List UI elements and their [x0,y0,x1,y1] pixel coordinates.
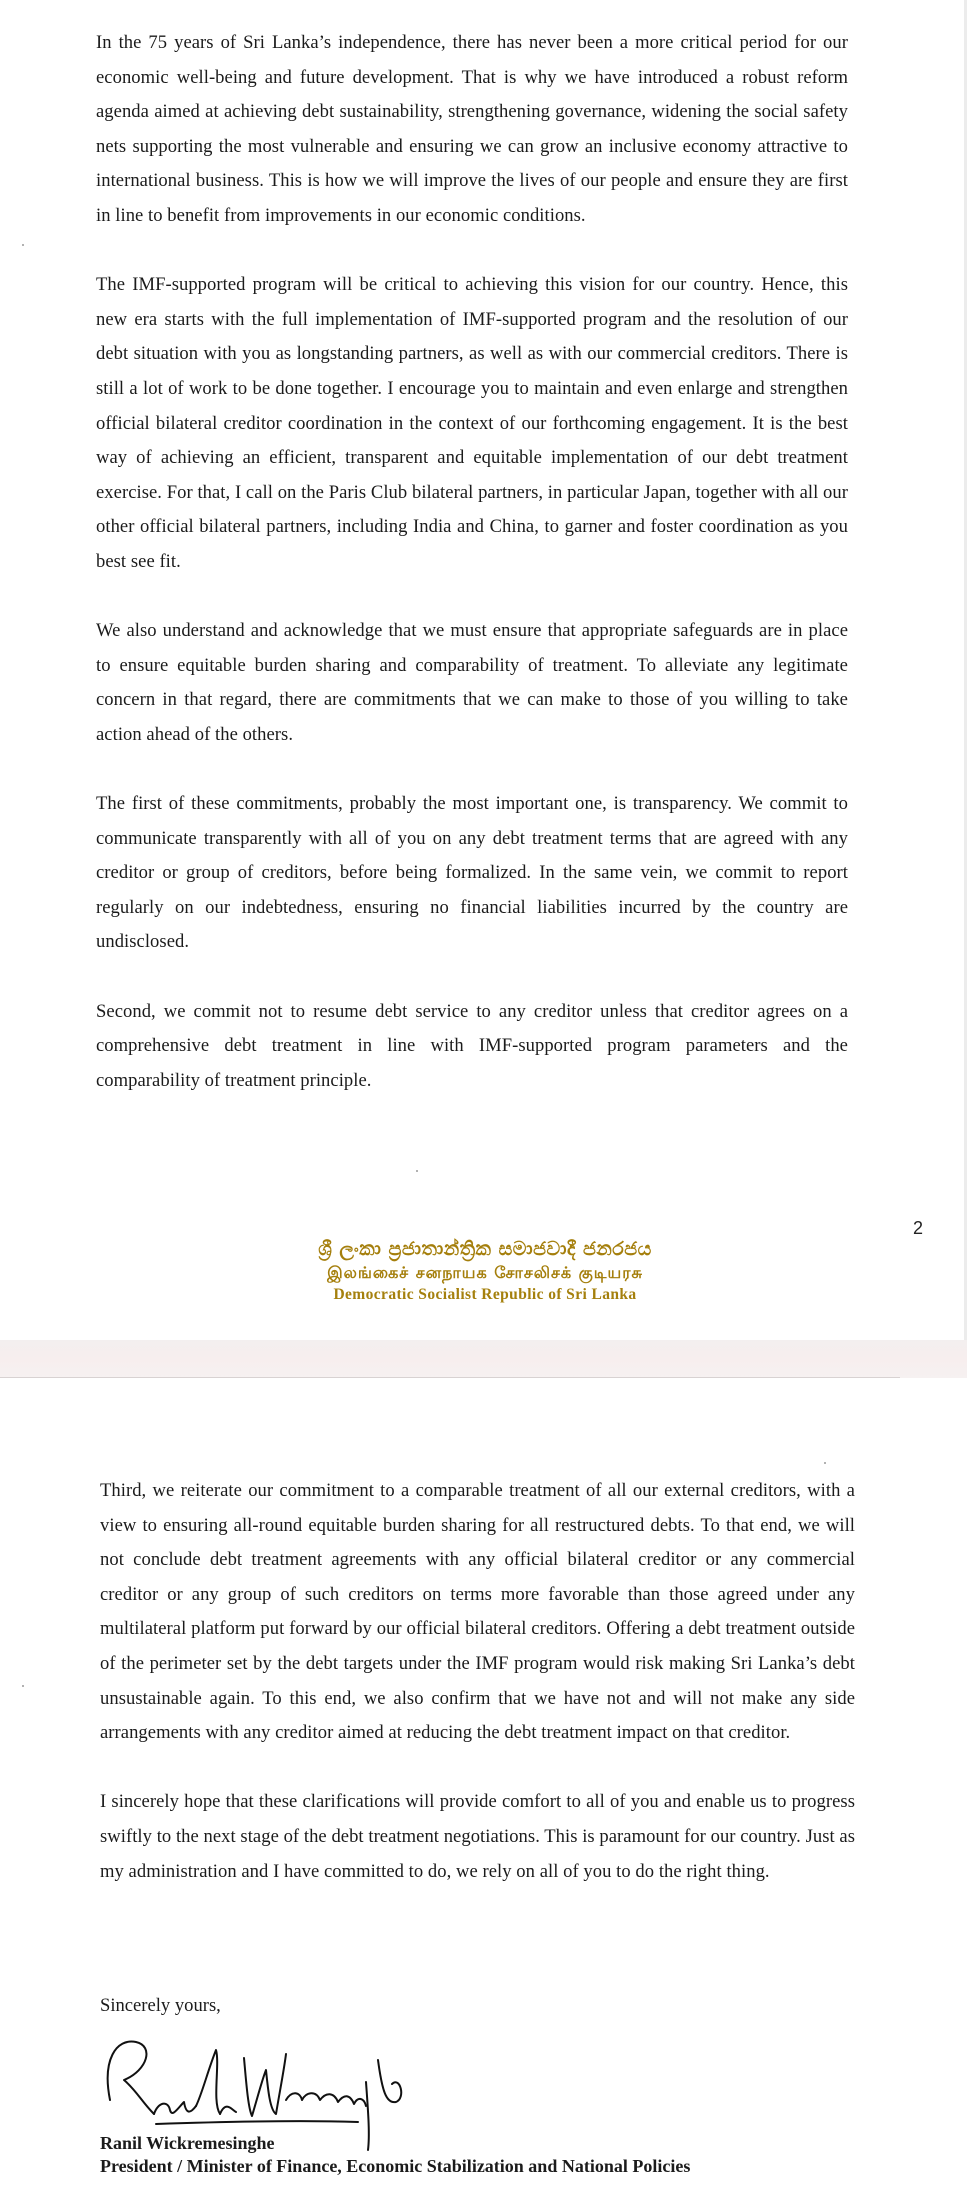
signer-title: President / Minister of Finance, Economic Stabilization and National Policies [100,2156,691,2176]
page-3-body [100,1474,855,1924]
signer-name: Ranil Wickremesinghe [100,2133,275,2153]
paragraph-safeguards: We also understand and acknowledge that we must ensure that appropriate safeguards are in place to ensure equitable burden sharing and comparability of treatment. To alleviate any legitimate concern in that regard, there are commitments that we can make to those of you willing to take action ahead of the others. [96,620,848,745]
page-number: 2 [913,1218,924,1238]
footer-english: Democratic Socialist Republic of Sri Lanka [333,1286,637,1303]
paragraph-independence: In the 75 years of Sri Lanka’s independence, there has never been a more critical period for our economic well-being and future development. That is why we have introduced a robust reform agenda aimed at achieving debt sustainability, strengthening governance, widening the social safety nets supporting the most vulnerable and ensuring we can grow an inclusive economy attractive to international business. This is how we will improve the lives of our people and ensure they are first in line to benefit from improvements in our economic conditions. [96,32,848,226]
scan-speck [416,1170,418,1172]
paragraph-imf-program: The IMF-supported program will be critical to achieving this vision for our country. Hence, this new era starts with the full implementation of IMF-supported program and the resolution of our debt situation with you as longstanding partners, as well as with our commercial creditors. There is still a lot of work to be done together. I encourage you to maintain and even enlarge and strengthen official bilateral creditor coordination in the context of our forthcoming engagement. It is the best way of achieving an efficient, transparent and equitable implementation of our debt treatment exercise. For that, I call on the Paris Club bilateral partners, in particular Japan, together with all our other official bilateral partners, including India and China, to garner and foster coordination as you best see fit. [96,274,848,572]
closing-salutation: Sincerely yours, [100,1995,221,2016]
paragraph-debt-service: Second, we commit not to resume debt service to any creditor unless that creditor agrees on a comprehensive debt treatment in line with IMF-supported program parameters and the comparability of treatment principle. [96,1000,848,1091]
page-2-body [96,26,848,1133]
paragraph-transparency: The first of these commitments, probably the most important one, is transparency. We commit to communicate transparently with all of you on any debt treatment terms that are agreed with any creditor or group of creditors, before being formalized. In the same vein, we commit to report regularly on our indebtedness, ensuring no financial liabilities incurred by the country are undisclosed. [96,793,848,953]
government-letterhead-footer [260,1236,710,1306]
scan-speck [22,244,24,246]
paragraph-clarifications: I sincerely hope that these clarifications will provide comfort to all of you and enable us to progress swiftly to the next stage of the debt treatment negotiations. This is paramount for our country. Just as my administration and I have committed to do, we rely on all of you to do the right thing. [100,1791,855,1882]
scan-speck [22,1685,24,1687]
letter-page-3 [0,1378,967,2211]
page-separator [0,1340,967,1378]
footer-sinhala: ශ්‍රී ලංකා ප්‍රජාතාන්ත්‍රික සමාජවාදී ජනරජය [318,1238,652,1260]
scan-speck [824,1462,826,1464]
footer-tamil: இலங்கைச் சனநாயக சோசலிசக் குடியரசு [327,1263,643,1282]
paragraph-comparable-treatment: Third, we reiterate our commitment to a comparable treatment of all our external creditors, with a view to ensuring all-round equitable burden sharing for all restructured debts. To that end, we will not conclude debt treatment agreements with any official bilateral creditor or any commercial creditor or any group of such creditors on terms more favorable than those agreed under any multilateral platform put forward by our official bilateral creditors. Offering a debt treatment outside of the perimeter set by the debt targets under the IMF program would risk making Sri Lanka’s debt unsustainable again. To this end, we also confirm that we have not and will not make any side arrangements with any creditor aimed at reducing the debt treatment impact on that creditor. [100,1480,855,1744]
